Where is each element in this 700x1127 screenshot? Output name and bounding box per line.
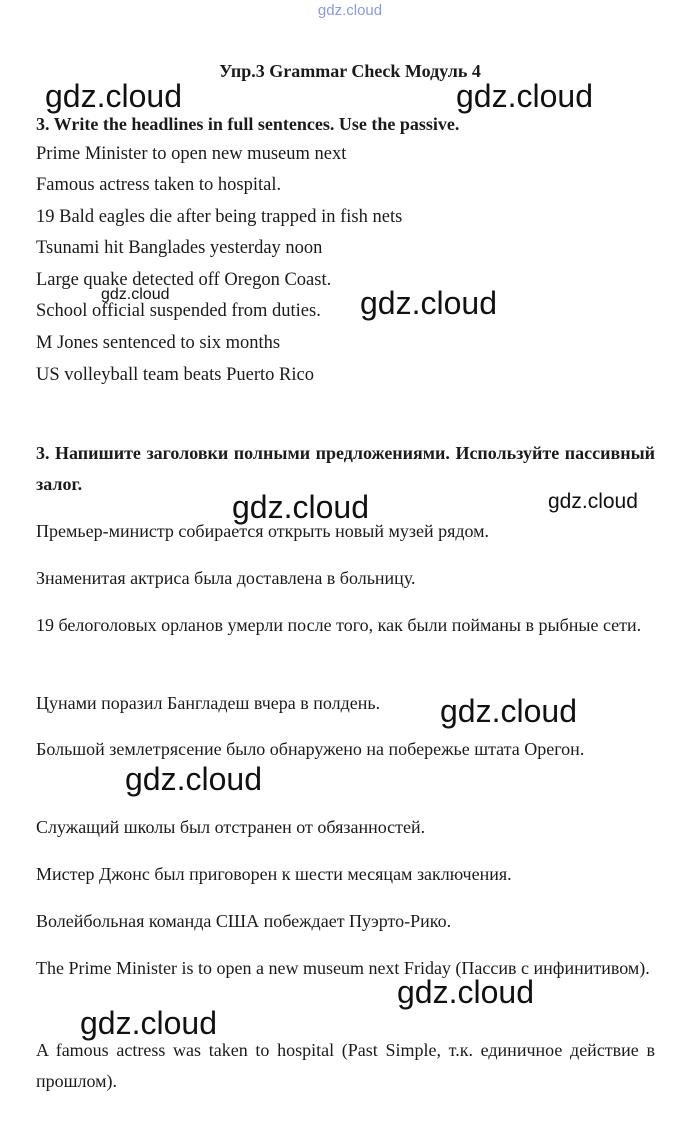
watermark-1: gdz.cloud (45, 78, 182, 114)
task-instruction-ru: 3. Напишите заголовки полными предложениями. Используйте пассивный залог. (36, 443, 655, 494)
watermark-7: gdz.cloud (440, 693, 577, 729)
headline-3: 19 Bald eagles die after being trapped in fish nets (36, 207, 403, 227)
headline-8: US volleyball team beats Puerto Rico (36, 365, 314, 385)
translation-5: Большой землетрясение было обнаружено на побережье штата Орегон. (36, 739, 585, 759)
watermark-3: gdz.cloud (101, 286, 170, 303)
translation-7: Мистер Джонс был приговорен к шести месяцам заключения. (36, 864, 512, 884)
headline-7: M Jones sentenced to six months (36, 333, 281, 353)
task-instruction-en: 3. Write the headlines in full sentences. Use the passive. (36, 114, 460, 134)
watermark-4: gdz.cloud (360, 285, 497, 321)
translation-2: Знаменитая актриса была доставлена в больницу. (36, 568, 416, 588)
page-title: Упр.3 Grammar Check Модуль 4 (219, 61, 481, 81)
answer-1: The Prime Minister is to open a new museum next Friday (Пассив с инфинитивом). (36, 958, 650, 978)
headline-1: Prime Minister to open new museum next (36, 144, 347, 164)
headline-6: School official suspended from duties. (36, 301, 321, 321)
headline-4: Tsunami hit Banglades yesterday noon (36, 238, 323, 258)
watermark-10: gdz.cloud (80, 1005, 217, 1041)
translation-8: Волейбольная команда США побеждает Пуэрто-Рико. (36, 911, 452, 931)
watermark-2: gdz.cloud (456, 78, 593, 114)
watermark-9: gdz.cloud (397, 974, 534, 1010)
answer-2: A famous actress was taken to hospital (Past Simple, т.к. единичное действие в прошлом). (36, 1040, 655, 1091)
translation-3: 19 белоголовых орланов умерли после того, как были пойманы в рыбные сети. (36, 615, 642, 635)
translation-6: Служащий школы был отстранен от обязанностей. (36, 817, 426, 837)
watermark-6: gdz.cloud (548, 490, 638, 513)
headline-5: Large quake detected off Oregon Coast. (36, 270, 332, 290)
translation-4: Цунами поразил Бангладеш вчера в полдень. (36, 693, 381, 713)
headline-2: Famous actress taken to hospital. (36, 175, 282, 195)
watermark-8: gdz.cloud (125, 761, 262, 797)
watermark-5: gdz.cloud (232, 489, 369, 525)
top-watermark: gdz.cloud (317, 2, 383, 19)
translation-1: Премьер-министр собирается открыть новый музей рядом. (36, 521, 490, 541)
